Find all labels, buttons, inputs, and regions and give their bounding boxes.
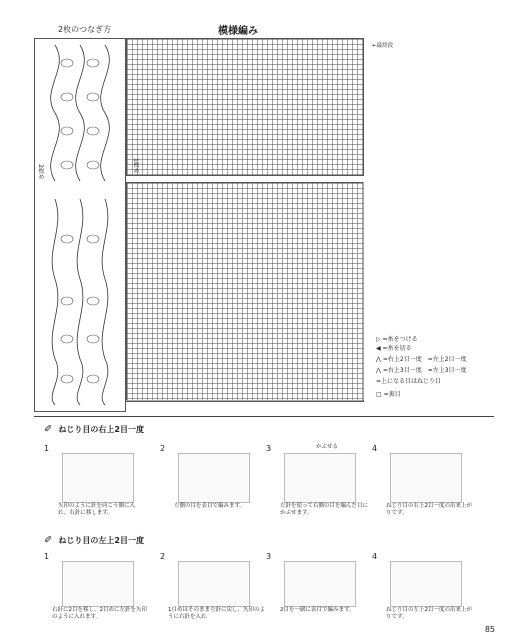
joining-diagram — [34, 38, 126, 412]
stitch-number-row — [126, 400, 362, 409]
knitting-illustration — [178, 453, 250, 503]
triple-decrease-icon: ⋀ — [376, 367, 381, 374]
section-2-step-4 — [372, 552, 482, 622]
section-1-step-2 — [160, 444, 270, 510]
purl-blank-icon: □ — [376, 391, 382, 398]
step-caption: ねじり目の右上2目一度の出来上がりです。 — [386, 503, 473, 517]
knitting-illustration — [390, 561, 462, 607]
knitting-illustration — [62, 561, 134, 607]
step-caption: 左側の目を表目で編みます。 — [174, 503, 246, 509]
legend-two-decrease-text: =右上2目一度 =左上2目一度 — [382, 356, 467, 363]
step-number: 2 — [160, 444, 166, 453]
step-number: 2 — [160, 552, 166, 561]
knitting-illustration — [284, 453, 356, 503]
legend-cut-yarn — [376, 346, 412, 352]
section-2-step-1 — [44, 552, 154, 622]
section-2-step-3 — [266, 552, 376, 614]
section-2-title-row — [44, 535, 484, 546]
knitting-illustration — [62, 453, 134, 503]
knitting-illustration — [178, 561, 250, 607]
step-caption: 右針に2目を移し、2目めに左針を矢印のように入れます。 — [52, 607, 147, 621]
step-caption: 1目めはそのまま左針に戻し、矢印のように右針を入れ — [168, 607, 266, 621]
overlay-annotation: かぶせる — [316, 444, 339, 450]
step-caption: 矢印のように針を向こう側に入れ、右針に移します。 — [58, 503, 136, 517]
step-number: 4 — [372, 444, 378, 453]
step-caption: ねじり目の左上2目一度の出来上がりです。 — [386, 607, 473, 621]
attach-yarn-icon: ▷ — [376, 336, 381, 343]
row-number-column — [363, 182, 372, 400]
second-piece-label: 2枚め — [37, 164, 44, 180]
legend-three-decrease — [376, 368, 467, 374]
step-number: 3 — [266, 444, 272, 453]
pattern-title: 模様編み — [218, 26, 258, 37]
joining-lace-drawing — [35, 39, 125, 411]
knitting-illustration — [390, 453, 462, 503]
final-row-label: ←最終段 — [372, 43, 394, 49]
needle-icon: ✐ — [44, 424, 53, 435]
step-number: 4 — [372, 552, 378, 561]
section-left-twisted-decrease — [44, 535, 484, 546]
decrease-icon: ⋀ — [376, 356, 381, 363]
section-1-title: ねじり目の右上2目一度 — [58, 425, 144, 434]
section-1-steps — [44, 444, 494, 532]
section-divider — [34, 416, 494, 417]
step-caption: 2目を一緒に表目で編みます。 — [280, 607, 355, 613]
legend-two-decrease — [376, 357, 467, 363]
section-1-step-1 — [44, 444, 154, 518]
section-2-title: ねじり目の左上2目一度 — [58, 536, 144, 545]
section-1-step-4 — [372, 444, 482, 518]
section-1-title-row — [44, 424, 484, 435]
step-number: 1 — [44, 552, 50, 561]
step-caption: 左針を使って右側の目を編んだ目にかぶせます。 — [280, 503, 369, 517]
step-number: 1 — [44, 444, 50, 453]
legend-attach-yarn-text: =糸をつける — [382, 336, 418, 343]
legend-purl-text: =裏目 — [383, 391, 401, 398]
section-2-step-2 — [160, 552, 270, 622]
pattern-chart-lower — [126, 182, 364, 402]
legend-three-decrease-text: =右上3目一度 =左上3目一度 — [382, 367, 467, 374]
section-2-steps — [44, 552, 494, 634]
legend-twisted-note — [376, 379, 441, 385]
joining-method-title: 2枚のつなぎ方 — [58, 25, 112, 34]
legend-purl — [376, 392, 401, 398]
section-1-step-3 — [266, 444, 376, 518]
first-piece-label: 1枚め — [132, 158, 139, 174]
legend-twisted-note-text: =上になる目はねじり目 — [376, 378, 442, 385]
pattern-chart-upper — [126, 38, 364, 176]
step-number: 3 — [266, 552, 272, 561]
legend-attach-yarn — [376, 337, 418, 343]
knitting-illustration — [284, 561, 356, 607]
cut-yarn-icon: ◀ — [376, 345, 381, 352]
legend-cut-yarn-text: =糸を切る — [382, 345, 412, 352]
section-right-twisted-decrease — [44, 424, 484, 435]
needle-icon: ✐ — [44, 535, 53, 546]
page-number: 85 — [484, 625, 495, 634]
